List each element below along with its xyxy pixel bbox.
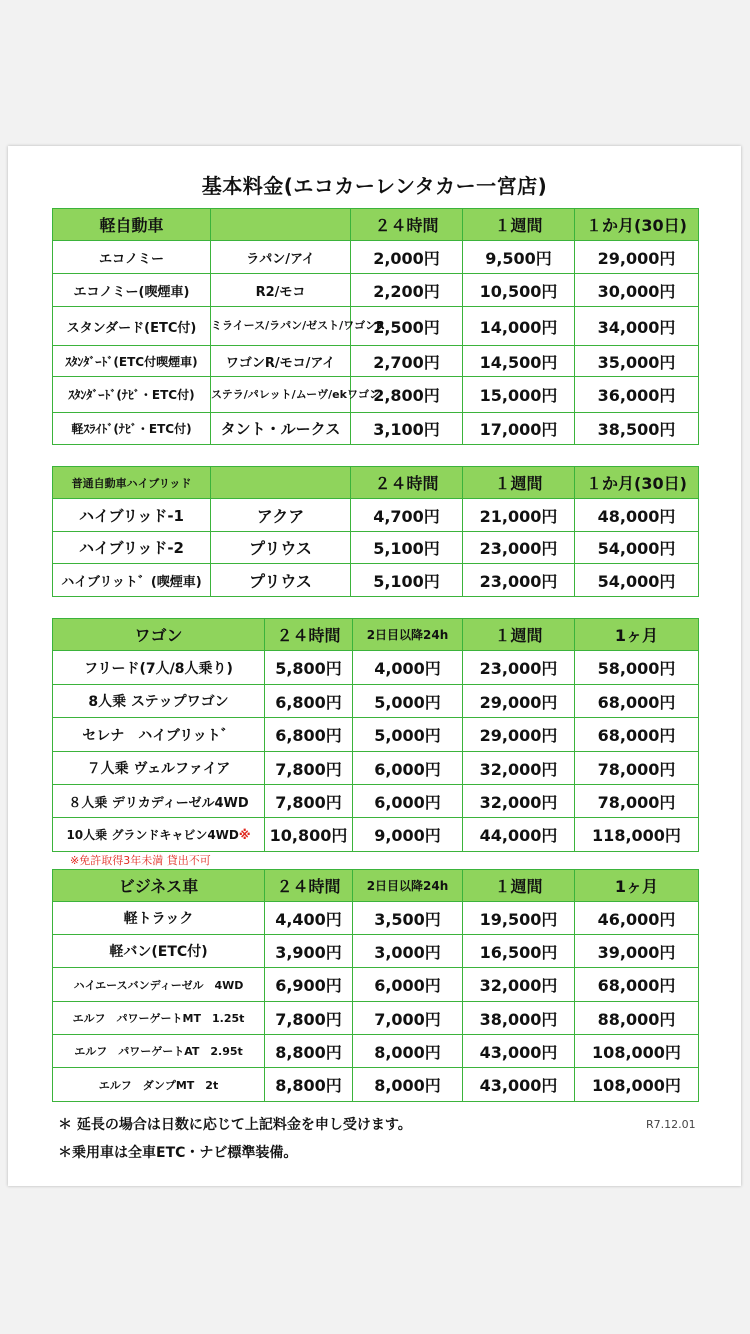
car-class: [53, 818, 265, 852]
table-row: [53, 413, 699, 445]
car-class: セレナ ハイブリット゛: [53, 718, 265, 752]
price-week: 14,000円: [463, 307, 575, 346]
car-models: プリウス: [211, 564, 351, 597]
car-models: ワゴンR/モコ/アイ: [211, 346, 351, 377]
car-class: エルフ パワーゲートAT 2.95t: [53, 1035, 265, 1068]
price-month: 108,000円: [575, 1035, 699, 1068]
car-class: ハイブリット゛(喫煙車): [53, 564, 211, 597]
table-row: [53, 935, 699, 968]
header-category: 軽自動車: [53, 209, 211, 241]
price-week: 23,000円: [463, 564, 575, 597]
price-24h: 7,800円: [265, 1002, 353, 1035]
car-models: プリウス: [211, 532, 351, 564]
price-month: 46,000円: [575, 902, 699, 935]
price-extra: 8,000円: [353, 1035, 463, 1068]
price-week: 15,000円: [463, 377, 575, 413]
car-class: エコノミー(喫煙車): [53, 274, 211, 307]
table-row: [53, 968, 699, 1002]
header-week: １週間: [463, 209, 575, 241]
price-24h: 8,800円: [265, 1068, 353, 1102]
price-week: 19,500円: [463, 902, 575, 935]
price-extra: 9,000円: [353, 818, 463, 852]
car-class: ハイブリッド-1: [53, 499, 211, 532]
header-extra: 2日目以降24h: [353, 619, 463, 651]
table-row: [53, 274, 699, 307]
price-month: 68,000円: [575, 968, 699, 1002]
car-class: エルフ パワーゲートMT 1.25t: [53, 1002, 265, 1035]
price-week: 17,000円: [463, 413, 575, 445]
car-models: アクア: [211, 499, 351, 532]
hybrid-header-row: [53, 467, 699, 499]
car-models: ミライース/ラパン/ゼスト/ワゴンR: [211, 307, 351, 346]
header-extra: 2日目以降24h: [353, 870, 463, 902]
price-week: 29,000円: [463, 685, 575, 718]
price-extra: 8,000円: [353, 1068, 463, 1102]
price-24h: 6,800円: [265, 685, 353, 718]
car-class: ハイエースバンディーゼル 4WD: [53, 968, 265, 1002]
price-24h: 6,800円: [265, 718, 353, 752]
license-mark: ※: [238, 828, 251, 842]
price-week: 43,000円: [463, 1068, 575, 1102]
car-class: 軽ｽﾗｲﾄﾞ(ﾅﾋﾞ・ETC付): [53, 413, 211, 445]
price-week: 23,000円: [463, 651, 575, 685]
car-models: タント・ルークス: [211, 413, 351, 445]
price-24h: 6,900円: [265, 968, 353, 1002]
table-row: [53, 377, 699, 413]
car-class: ｽﾀﾝﾀﾞｰﾄﾞ(ﾅﾋﾞ・ETC付): [53, 377, 211, 413]
price-24h: 2,800円: [351, 377, 463, 413]
table-row: [53, 1068, 699, 1102]
price-month: 78,000円: [575, 785, 699, 818]
footer-note-equipment: ＊乗用車は全車ETC・ナビ標準装備。: [58, 1145, 298, 1161]
price-extra: 7,000円: [353, 1002, 463, 1035]
car-models: R2/モコ: [211, 274, 351, 307]
price-24h: 2,700円: [351, 346, 463, 377]
version-label: R7.12.01: [646, 1118, 696, 1131]
price-week: 32,000円: [463, 968, 575, 1002]
price-24h: 5,100円: [351, 564, 463, 597]
table-row: [53, 1002, 699, 1035]
header-category: 普通自動車ハイブリッド: [53, 467, 211, 499]
price-month: 34,000円: [575, 307, 699, 346]
header-24h: ２４時間: [265, 619, 353, 651]
car-class: ８人乗 デリカディーゼル4WD: [53, 785, 265, 818]
table-row: [53, 818, 699, 852]
price-week: 29,000円: [463, 718, 575, 752]
price-week: 43,000円: [463, 1035, 575, 1068]
header-month: 1ヶ月: [575, 619, 699, 651]
price-extra: 4,000円: [353, 651, 463, 685]
price-24h: 4,400円: [265, 902, 353, 935]
price-month: 68,000円: [575, 718, 699, 752]
header-week: １週間: [463, 467, 575, 499]
table-row: [53, 564, 699, 597]
header-24h: ２４時間: [351, 467, 463, 499]
wagon-header-row: [53, 619, 699, 651]
price-month: 29,000円: [575, 241, 699, 274]
car-models: ステラ/パレット/ムーヴ/ekワゴン: [211, 377, 351, 413]
price-week: 32,000円: [463, 785, 575, 818]
price-extra: 5,000円: [353, 718, 463, 752]
business-header-row: [53, 870, 699, 902]
price-month: 54,000円: [575, 564, 699, 597]
price-extra: 3,000円: [353, 935, 463, 968]
table-row: [53, 902, 699, 935]
price-week: 14,500円: [463, 346, 575, 377]
price-24h: 5,100円: [351, 532, 463, 564]
table-row: [53, 718, 699, 752]
price-24h: 4,700円: [351, 499, 463, 532]
car-class: フリード(7人/8人乗り): [53, 651, 265, 685]
price-month: 118,000円: [575, 818, 699, 852]
price-week: 23,000円: [463, 532, 575, 564]
rate-sheet: [8, 146, 741, 1186]
price-week: 32,000円: [463, 752, 575, 785]
price-month: 39,000円: [575, 935, 699, 968]
business-table: [52, 869, 699, 1102]
price-month: 58,000円: [575, 651, 699, 685]
table-row: [53, 307, 699, 346]
price-week: 9,500円: [463, 241, 575, 274]
price-month: 30,000円: [575, 274, 699, 307]
price-extra: 5,000円: [353, 685, 463, 718]
page-title: 基本料金(エコカーレンタカー一宮店): [201, 174, 548, 198]
header-24h: ２４時間: [351, 209, 463, 241]
wagon-table: [52, 618, 699, 852]
car-class: エルフ ダンプMT 2t: [53, 1068, 265, 1102]
price-week: 38,000円: [463, 1002, 575, 1035]
price-24h: 2,200円: [351, 274, 463, 307]
table-row: [53, 685, 699, 718]
car-class: ７人乗 ヴェルファイア: [53, 752, 265, 785]
car-class: 軽トラック: [53, 902, 265, 935]
price-extra: 3,500円: [353, 902, 463, 935]
header-week: １週間: [463, 619, 575, 651]
header-month: １か月(30日): [575, 209, 699, 241]
license-note: ※免許取得3年未満 貸出不可: [70, 854, 211, 867]
price-24h: 3,900円: [265, 935, 353, 968]
table-row: [53, 499, 699, 532]
header-blank: [211, 467, 351, 499]
header-24h: ２４時間: [265, 870, 353, 902]
price-month: 48,000円: [575, 499, 699, 532]
table-row: [53, 532, 699, 564]
price-24h: 2,000円: [351, 241, 463, 274]
price-week: 16,500円: [463, 935, 575, 968]
table-row: [53, 752, 699, 785]
header-category: ワゴン: [53, 619, 265, 651]
table-row: [53, 241, 699, 274]
price-extra: 6,000円: [353, 968, 463, 1002]
price-week: 44,000円: [463, 818, 575, 852]
car-class: エコノミー: [53, 241, 211, 274]
header-week: １週間: [463, 870, 575, 902]
price-month: 35,000円: [575, 346, 699, 377]
header-month: １か月(30日): [575, 467, 699, 499]
price-month: 108,000円: [575, 1068, 699, 1102]
car-class: 軽バン(ETC付): [53, 935, 265, 968]
price-24h: 7,800円: [265, 752, 353, 785]
car-class: ハイブリッド-2: [53, 532, 211, 564]
table-row: [53, 346, 699, 377]
table-row: [53, 785, 699, 818]
footer-note-extension: ＊ 延長の場合は日数に応じて上記料金を申し受けます。: [58, 1117, 412, 1133]
price-month: 78,000円: [575, 752, 699, 785]
price-24h: 2,500円: [351, 307, 463, 346]
header-blank: [211, 209, 351, 241]
price-24h: 10,800円: [265, 818, 353, 852]
price-24h: 5,800円: [265, 651, 353, 685]
price-month: 88,000円: [575, 1002, 699, 1035]
car-class-label: 10人乗 グランドキャビン4WD: [66, 828, 239, 842]
hybrid-table: [52, 466, 699, 597]
price-month: 54,000円: [575, 532, 699, 564]
table-row: [53, 651, 699, 685]
price-extra: 6,000円: [353, 752, 463, 785]
header-category: ビジネス車: [53, 870, 265, 902]
car-class: スタンダード(ETC付): [53, 307, 211, 346]
price-24h: 8,800円: [265, 1035, 353, 1068]
car-class: ｽﾀﾝﾀﾞｰﾄﾞ(ETC付喫煙車): [53, 346, 211, 377]
price-24h: 3,100円: [351, 413, 463, 445]
price-month: 68,000円: [575, 685, 699, 718]
kei-header-row: [53, 209, 699, 241]
price-24h: 7,800円: [265, 785, 353, 818]
kei-table: [52, 208, 699, 445]
price-week: 10,500円: [463, 274, 575, 307]
price-month: 36,000円: [575, 377, 699, 413]
price-extra: 6,000円: [353, 785, 463, 818]
car-models: ラパン/アイ: [211, 241, 351, 274]
table-row: [53, 1035, 699, 1068]
car-class: 8人乗 ステップワゴン: [53, 685, 265, 718]
price-week: 21,000円: [463, 499, 575, 532]
price-month: 38,500円: [575, 413, 699, 445]
header-month: 1ヶ月: [575, 870, 699, 902]
